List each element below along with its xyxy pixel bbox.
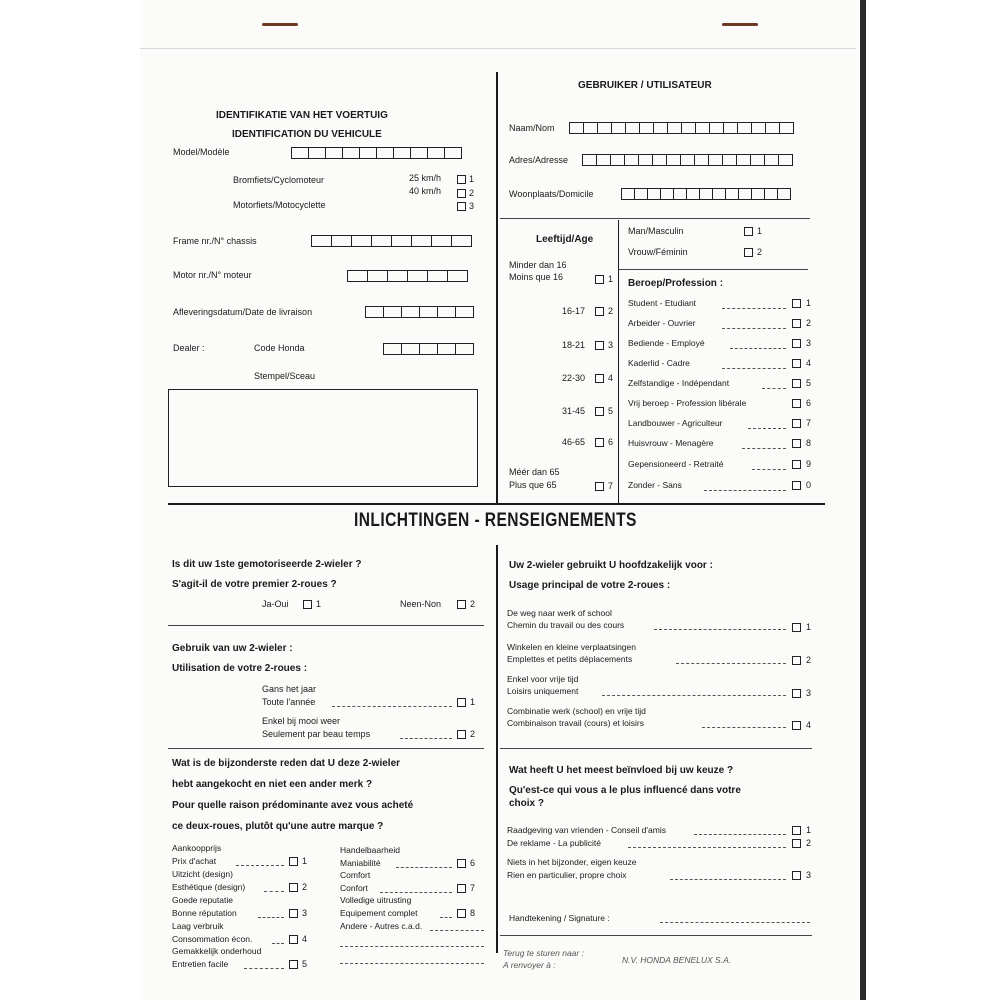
staple xyxy=(262,23,298,26)
age-profession-divider xyxy=(618,220,619,505)
reason-label: Confort xyxy=(340,883,368,893)
option-number: 1 xyxy=(806,298,812,308)
profession-label: Gepensioneerd - Retraité xyxy=(628,459,724,469)
motor-label: Motor nr./N° moteur xyxy=(173,270,252,280)
yes-label: Ja-Oui xyxy=(262,599,289,609)
option-number: 1 xyxy=(608,274,614,284)
q2-fr: Utilisation de votre 2-roues : xyxy=(172,663,308,674)
frame-label: Frame nr./N° chassis xyxy=(173,236,257,246)
usage-checkbox[interactable] xyxy=(792,689,801,698)
q3-nl-line1: Wat is de bijzonderste reden dat U deze 2-wieler xyxy=(172,758,401,769)
dotted-leader xyxy=(676,663,786,664)
age-label: 16-17 xyxy=(562,306,586,316)
gender-divider xyxy=(618,269,808,270)
form-sheet xyxy=(140,0,860,1000)
use-label: Enkel bij mooi weer xyxy=(262,716,341,726)
profession-checkbox[interactable] xyxy=(792,299,801,308)
user-divider xyxy=(500,218,810,219)
influence-label: Niets in het bijzonder, eigen keuze xyxy=(507,857,637,867)
option-number: 2 xyxy=(608,306,614,316)
age-checkbox[interactable] xyxy=(595,438,604,447)
dotted-leader xyxy=(396,867,452,868)
option-number: 1 xyxy=(469,174,475,184)
reason-checkbox[interactable] xyxy=(289,883,298,892)
return-label: A renvoyer à : xyxy=(503,960,556,970)
use-label: Toute l'année xyxy=(262,697,316,707)
profession-label: Student - Etudiant xyxy=(628,298,697,308)
no-checkbox[interactable] xyxy=(457,600,466,609)
option-number: 7 xyxy=(470,883,476,893)
reason-checkbox[interactable] xyxy=(457,884,466,893)
speed-40: 40 km/h xyxy=(409,186,442,196)
option-number: 6 xyxy=(806,398,812,408)
option-number: 2 xyxy=(806,838,812,848)
option-number: 2 xyxy=(470,599,476,609)
motorcycle-checkbox[interactable] xyxy=(457,202,466,211)
name-label: Naam/Nom xyxy=(509,123,555,133)
dotted-leader xyxy=(752,469,786,470)
profession-label: Vrij beroep - Profession libérale xyxy=(628,398,747,408)
profession-checkbox[interactable] xyxy=(792,399,801,408)
q5-fr-line1: Qu'est-ce qui vous a le plus influencé dans votre xyxy=(509,785,741,796)
company-name: N.V. HONDA BENELUX S.A. xyxy=(622,955,732,965)
age-label: 46-65 xyxy=(562,437,586,447)
dotted-leader xyxy=(264,891,284,892)
profession-label: Zelfstandige - Indépendant xyxy=(628,378,730,388)
address-label: Adres/Adresse xyxy=(509,155,569,165)
age-checkbox[interactable] xyxy=(595,307,604,316)
option-number: 3 xyxy=(806,338,812,348)
reason-label: Equipement complet xyxy=(340,908,418,918)
option-number: 7 xyxy=(806,418,812,428)
option-number: 1 xyxy=(302,856,308,866)
dotted-leader xyxy=(236,865,284,866)
usage-checkbox[interactable] xyxy=(792,623,801,632)
usage-label: Combinatie werk (school) en vrije tijd xyxy=(507,706,646,716)
option-number: 1 xyxy=(470,697,476,707)
usage-label: Emplettes et petits déplacements xyxy=(507,654,633,664)
code-label: Code Honda xyxy=(254,343,305,353)
q4-fr: Usage principal de votre 2-roues : xyxy=(509,580,671,591)
option-number: 3 xyxy=(302,908,308,918)
usage-label: De weg naar werk of school xyxy=(507,608,612,618)
reason-label: Volledige uitrusting xyxy=(340,895,412,905)
speed-25-checkbox[interactable] xyxy=(457,175,466,184)
profession-checkbox[interactable] xyxy=(792,419,801,428)
separator xyxy=(168,748,484,749)
age-label: Méér dan 65 xyxy=(509,467,560,477)
age-checkbox[interactable] xyxy=(595,341,604,350)
profession-checkbox[interactable] xyxy=(792,319,801,328)
option-number: 3 xyxy=(806,688,812,698)
male-label: Man/Masculin xyxy=(628,226,684,236)
option-number: 6 xyxy=(608,437,614,447)
option-number: 1 xyxy=(316,599,322,609)
dotted-leader xyxy=(244,968,284,969)
vehicle-heading-nl: IDENTIFIKATIE VAN HET VOERTUIG xyxy=(216,110,388,121)
dealer-code-input[interactable] xyxy=(384,343,474,355)
delivery-label: Afleveringsdatum/Date de livraison xyxy=(173,307,313,317)
other-line[interactable] xyxy=(340,963,484,964)
perforation-line xyxy=(140,48,856,49)
usage-label: Loisirs uniquement xyxy=(507,686,579,696)
age-checkbox[interactable] xyxy=(595,374,604,383)
model-input[interactable] xyxy=(292,147,462,159)
age-checkbox[interactable] xyxy=(595,275,604,284)
option-number: 3 xyxy=(608,340,614,350)
other-line[interactable] xyxy=(430,930,484,931)
reason-checkbox[interactable] xyxy=(289,909,298,918)
q4-nl: Uw 2-wieler gebruikt U hoofdzakelijk voor : xyxy=(509,560,713,571)
option-number: 7 xyxy=(608,481,614,491)
signature-label: Handtekening / Signature : xyxy=(509,913,610,923)
reason-checkbox[interactable] xyxy=(289,960,298,969)
profession-label: Landbouwer - Agriculteur xyxy=(628,418,723,428)
reason-checkbox[interactable] xyxy=(457,859,466,868)
age-label: Moins que 16 xyxy=(509,272,564,282)
age-label: Plus que 65 xyxy=(509,480,557,490)
dotted-leader xyxy=(722,308,786,309)
reason-label: Uitzicht (design) xyxy=(172,869,233,879)
reason-label: Entretien facile xyxy=(172,959,229,969)
option-number: 6 xyxy=(470,858,476,868)
female-label: Vrouw/Féminin xyxy=(628,247,688,257)
profession-heading: Beroep/Profession : xyxy=(628,278,724,289)
dotted-leader xyxy=(702,727,786,728)
q1-nl: Is dit uw 1ste gemotoriseerde 2-wieler ? xyxy=(172,559,362,570)
use-label: Gans het jaar xyxy=(262,684,317,694)
city-label: Woonplaats/Domicile xyxy=(509,189,594,199)
option-number: 2 xyxy=(806,318,812,328)
age-label: Minder dan 16 xyxy=(509,260,567,270)
profession-checkbox[interactable] xyxy=(792,439,801,448)
motor-input[interactable] xyxy=(348,270,468,282)
dotted-leader xyxy=(654,629,786,630)
signature-line[interactable] xyxy=(660,922,810,923)
delivery-input[interactable] xyxy=(366,306,474,318)
dotted-leader xyxy=(440,917,452,918)
q3-nl-line2: hebt aangekocht en niet een ander merk ? xyxy=(172,779,373,790)
q3-fr-line1: Pour quelle raison prédominante avez vous acheté xyxy=(172,800,414,811)
option-number: 1 xyxy=(757,226,763,236)
option-number: 1 xyxy=(806,622,812,632)
dotted-leader xyxy=(730,348,786,349)
dotted-leader xyxy=(704,490,786,491)
option-number: 4 xyxy=(302,934,308,944)
user-heading: GEBRUIKER / UTILISATEUR xyxy=(578,80,712,91)
profession-checkbox[interactable] xyxy=(792,379,801,388)
profession-checkbox[interactable] xyxy=(792,359,801,368)
dotted-leader xyxy=(722,328,786,329)
reason-label: Laag verbruik xyxy=(172,921,224,931)
female-checkbox[interactable] xyxy=(744,248,753,257)
return-label: Terug te sturen naar : xyxy=(503,948,584,958)
motorcycle-label: Motorfiets/Motocyclette xyxy=(233,200,326,210)
reason-checkbox[interactable] xyxy=(457,909,466,918)
q5-fr-line2: choix ? xyxy=(509,798,545,809)
option-number: 2 xyxy=(806,655,812,665)
use-label: Seulement par beau temps xyxy=(262,729,371,739)
dotted-leader xyxy=(332,706,452,707)
profession-label: Kaderlid - Cadre xyxy=(628,358,690,368)
option-number: 1 xyxy=(806,825,812,835)
dotted-leader xyxy=(400,738,452,739)
male-checkbox[interactable] xyxy=(744,227,753,236)
q3-fr-line2: ce deux-roues, plutôt qu'une autre marque ? xyxy=(172,821,384,832)
option-number: 4 xyxy=(608,373,614,383)
option-number: 5 xyxy=(806,378,812,388)
vehicle-heading-fr: IDENTIFICATION DU VEHICULE xyxy=(232,129,382,140)
usage-label: Chemin du travail ou des cours xyxy=(507,620,625,630)
reason-label: Maniabilité xyxy=(340,858,381,868)
profession-label: Zonder - Sans xyxy=(628,480,682,490)
influence-label: Raadgeving van vrienden - Conseil d'amis xyxy=(507,825,666,835)
usage-checkbox[interactable] xyxy=(792,656,801,665)
separator xyxy=(500,935,812,936)
use-checkbox[interactable] xyxy=(457,730,466,739)
influence-checkbox[interactable] xyxy=(792,871,801,880)
yes-checkbox[interactable] xyxy=(303,600,312,609)
speed-25: 25 km/h xyxy=(409,173,442,183)
option-number: 2 xyxy=(469,188,475,198)
speed-40-checkbox[interactable] xyxy=(457,189,466,198)
dotted-leader xyxy=(628,847,786,848)
influence-label: Rien en particulier, propre choix xyxy=(507,870,627,880)
use-checkbox[interactable] xyxy=(457,698,466,707)
no-label: Neen-Non xyxy=(400,599,442,609)
option-number: 3 xyxy=(806,870,812,880)
reason-label: Consommation écon. xyxy=(172,934,253,944)
influence-checkbox[interactable] xyxy=(792,826,801,835)
reason-label: Gemakkelijk onderhoud xyxy=(172,946,262,956)
separator xyxy=(168,625,484,626)
age-label: 18-21 xyxy=(562,340,586,350)
reason-label: Aankoopprijs xyxy=(172,843,222,853)
dotted-leader xyxy=(670,879,786,880)
city-input[interactable] xyxy=(622,188,791,200)
reason-label: Prix d'achat xyxy=(172,856,217,866)
stamp-box[interactable] xyxy=(168,389,478,487)
usage-label: Combinaison travail (cours) et loisirs xyxy=(507,718,644,728)
usage-label: Winkelen en kleine verplaatsingen xyxy=(507,642,636,652)
section-divider xyxy=(168,503,825,505)
reason-checkbox[interactable] xyxy=(289,935,298,944)
dotted-leader xyxy=(722,368,786,369)
top-divider xyxy=(496,72,498,504)
profession-checkbox[interactable] xyxy=(792,460,801,469)
other-line[interactable] xyxy=(340,946,484,947)
influence-checkbox[interactable] xyxy=(792,839,801,848)
page-edge xyxy=(860,0,866,1000)
option-number: 5 xyxy=(608,406,614,416)
stamp-label: Stempel/Sceau xyxy=(254,371,316,381)
option-number: 3 xyxy=(469,201,475,211)
q5-nl: Wat heeft U het meest beïnvloed bij uw keuze ? xyxy=(509,765,734,776)
age-label: 22-30 xyxy=(562,373,586,383)
staple xyxy=(722,23,758,26)
q1-fr: S'agit-il de votre premier 2-roues ? xyxy=(172,579,337,590)
moped-label: Bromfiets/Cyclomoteur xyxy=(233,175,325,185)
frame-input[interactable] xyxy=(312,235,472,247)
reason-label: Bonne réputation xyxy=(172,908,237,918)
q2-nl: Gebruik van uw 2-wieler : xyxy=(172,643,293,654)
option-number: 8 xyxy=(806,438,812,448)
age-checkbox[interactable] xyxy=(595,407,604,416)
separator xyxy=(500,748,812,749)
option-number: 2 xyxy=(757,247,763,257)
age-label: 31-45 xyxy=(562,406,586,416)
dotted-leader xyxy=(762,388,786,389)
dotted-leader xyxy=(748,428,786,429)
bottom-divider xyxy=(496,545,498,953)
reason-label: Comfort xyxy=(340,870,371,880)
option-number: 4 xyxy=(806,720,812,730)
age-heading: Leeftijd/Age xyxy=(536,234,594,245)
dotted-leader xyxy=(602,695,786,696)
dotted-leader xyxy=(742,448,786,449)
info-title: INLICHTINGEN - RENSEIGNEMENTS xyxy=(354,510,637,531)
option-number: 0 xyxy=(806,480,812,490)
reason-checkbox[interactable] xyxy=(289,857,298,866)
usage-checkbox[interactable] xyxy=(792,721,801,730)
name-input[interactable] xyxy=(570,122,794,134)
address-input[interactable] xyxy=(583,154,793,166)
dotted-leader xyxy=(258,917,284,918)
profession-checkbox[interactable] xyxy=(792,481,801,490)
option-number: 9 xyxy=(806,459,812,469)
usage-label: Enkel voor vrije tijd xyxy=(507,674,579,684)
option-number: 2 xyxy=(302,882,308,892)
option-number: 5 xyxy=(302,959,308,969)
reason-label: Handelbaarheid xyxy=(340,845,401,855)
dotted-leader xyxy=(272,943,284,944)
option-number: 2 xyxy=(470,729,476,739)
age-checkbox[interactable] xyxy=(595,482,604,491)
reason-label: Goede reputatie xyxy=(172,895,233,905)
option-number: 4 xyxy=(806,358,812,368)
reason-label: Esthétique (design) xyxy=(172,882,246,892)
model-label: Model/Modèle xyxy=(173,147,230,157)
profession-label: Bediende - Employé xyxy=(628,338,705,348)
profession-label: Huisvrouw - Menagère xyxy=(628,438,714,448)
other-label: Andere - Autres c.a.d. xyxy=(340,921,423,931)
profession-checkbox[interactable] xyxy=(792,339,801,348)
dealer-label: Dealer : xyxy=(173,343,205,353)
dotted-leader xyxy=(380,892,452,893)
profession-label: Arbeider - Ouvrier xyxy=(628,318,696,328)
option-number: 8 xyxy=(470,908,476,918)
influence-label: De reklame - La publicité xyxy=(507,838,602,848)
dotted-leader xyxy=(694,834,786,835)
